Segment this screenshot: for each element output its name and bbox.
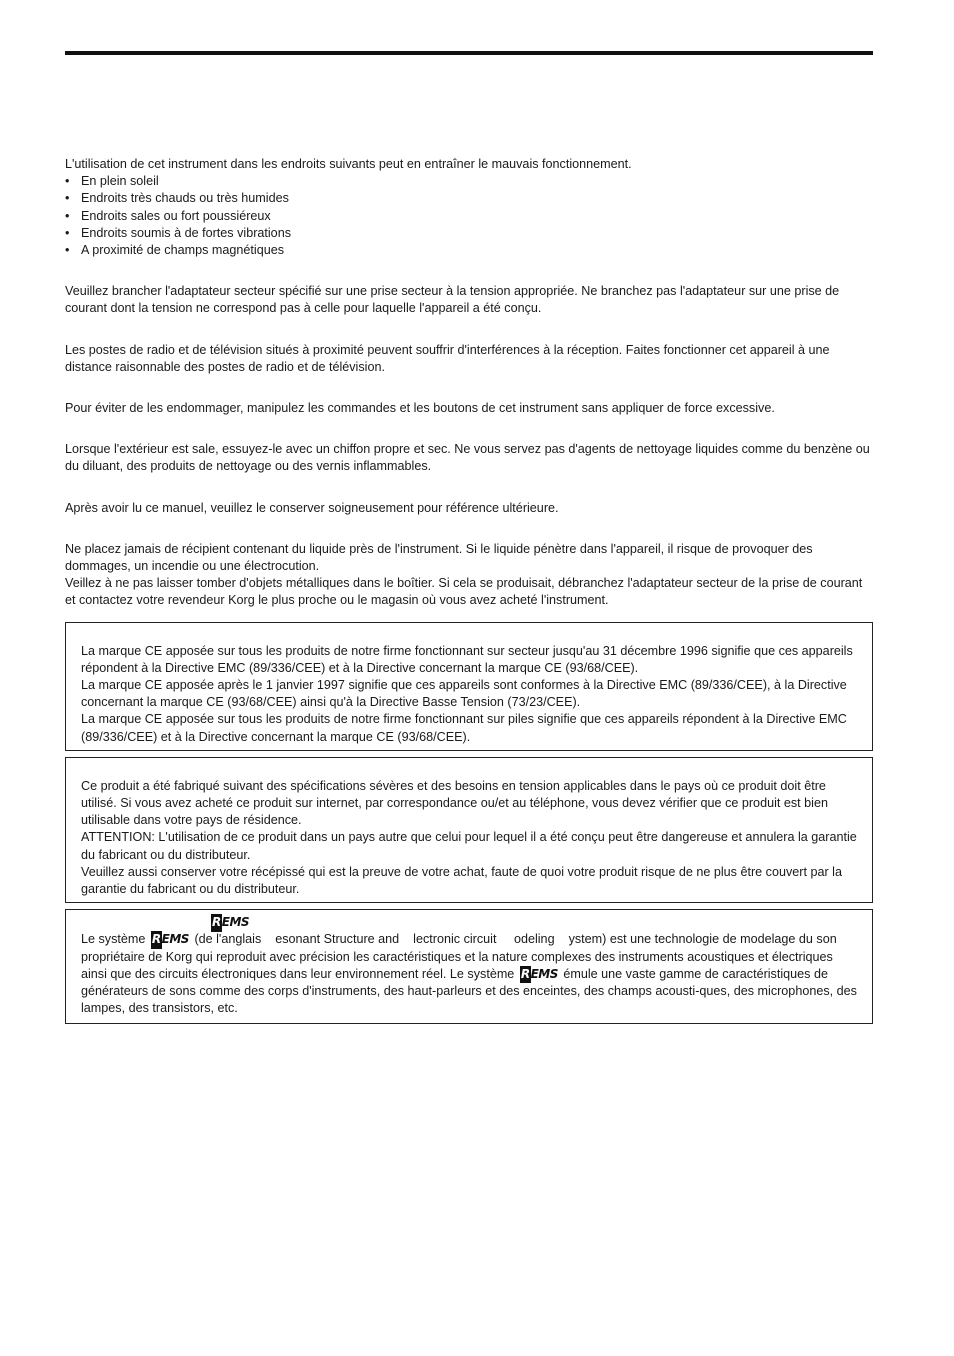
location-intro: L'utilisation de cet instrument dans les endroits suivants peut en entraîner le mauvais fonctionnement.: [65, 157, 632, 171]
rems-logo: REMS: [520, 966, 558, 983]
metal-paragraph: Veillez à ne pas laisser tomber d'objets métalliques dans le boîtier. Si cela se produisait, débranchez l'adaptateur secteur de la prise de courant et contactez votre revendeur Korg le plus proche ou le magasin où vous avez acheté l'instrument.: [65, 576, 863, 608]
ce-mark-box: [65, 622, 873, 751]
handling-paragraph: Pour éviter de les endommager, manipulez les commandes et les boutons de cet instrument sans appliquer de force excessive.: [65, 401, 775, 416]
location-list: [65, 173, 873, 259]
liquid-paragraph: Ne placez jamais de récipient contenant du liquide près de l'instrument. Si le liquide pénètre dans l'appareil, il risque de provoquer des dommages, un incendie ou une électrocution.: [65, 541, 813, 574]
interference-paragraph: Les postes de radio et de télévision situés à proximité peuvent souffrir d'interférences à la réception. Faites fonctionner cet appareil à une distance raisonnable des postes de radio et de télévision.: [65, 342, 830, 374]
rems-logo: REMS: [151, 931, 189, 948]
list-item: • En plein soleil: [65, 173, 873, 190]
warranty-paragraph: Ce produit a été fabriqué suivant des spécifications sévères et des besoins en tension applicables dans le pays où ce produit doit être utilisé. Si vous avez acheté ce produit sur internet, par correspondance ou/et au téléphone, vous devez vérifier que ce produit est bien utilisable dans votre pays de résidence.: [81, 778, 828, 828]
ce-paragraph: La marque CE apposée après le 1 janvier 1997 signifie que ces appareils sont conformes à la Directive EMC (89/336/CEE), à la Directive concernant la marque CE (93/68/CEE) ainsi qu'à la Directive Basse Tension (73/23/CEE).: [81, 678, 847, 710]
warranty-paragraph: Veuillez aussi conserver votre récépissé qui est la preuve de votre achat, faute de quoi votre produit risque de ne plus être couvert par la garantie du fabricant ou du distributeur.: [81, 864, 842, 897]
manual-paragraph: Après avoir lu ce manuel, veuillez le conserver soigneusement pour référence ultérieure.: [65, 500, 559, 515]
list-item: • Endroits soumis à de fortes vibrations: [65, 225, 873, 242]
list-item: • Endroits sales ou fort poussiéreux: [65, 208, 873, 225]
rems-logo: REMS: [211, 914, 249, 931]
warranty-paragraph: ATTENTION: L'utilisation de ce produit dans un pays autre que celui pour lequel il a été conçu peut être dangereuse et annulera la garantie du fabricant ou du distributeur.: [81, 830, 857, 862]
header-rule: [65, 51, 873, 55]
rems-box: [65, 909, 873, 1024]
power-paragraph: Veuillez brancher l'adaptateur secteur spécifié sur une prise secteur à la tension appropriée. Ne branchez pas l'adaptateur sur une prise de courant dont la tension ne correspond pas à celle pour laquelle l'appareil a été conçu.: [65, 284, 840, 316]
ce-paragraph: La marque CE apposée sur tous les produits de notre firme fonctionnant sur secteur jusqu'au 31 décembre 1996 signifie que ces appareils répondent à la Directive EMC (89/336/CEE) et à la Directive concernant la marque CE (93/68/CEE).: [81, 643, 853, 675]
care-paragraph: Lorsque l'extérieur est sale, essuyez-le avec un chiffon propre et sec. Ne vous servez pas d'agents de nettoyage liquides comme du benzène ou du diluant, des produits de nettoyage ou des vernis inflammables.: [65, 442, 870, 474]
warranty-box: [65, 757, 873, 903]
rems-title-logo: [209, 914, 857, 931]
list-item: • A proximité de champs magnétiques: [65, 242, 873, 259]
rems-paragraph: Le système REMS (de l'anglais esonant Structure and lectronic circuit odeling ystem) est une technologie de modelage du son propriétaire de Korg qui reproduit avec précision les caractéristiques et la nature complexes des instruments acoustiques et électriques ainsi que des circuits électroniques dans leur environnement réel. Le système REMS émule une vaste gamme de caractéristiques de générateurs de sons comme des corps d'instruments, des haut-parleurs et des enceintes, des champs acousti-ques, des microphones, des lampes, des transistors, etc.: [81, 932, 857, 1016]
list-item: • Endroits très chauds ou très humides: [65, 190, 873, 207]
ce-paragraph: La marque CE apposée sur tous les produits de notre firme fonctionnant sur piles signifie que ces appareils répondent à la Directive EMC (89/336/CEE) et à la Directive concernant la marque CE (93/68/CEE).: [81, 712, 847, 744]
page-content: [65, 156, 873, 1024]
